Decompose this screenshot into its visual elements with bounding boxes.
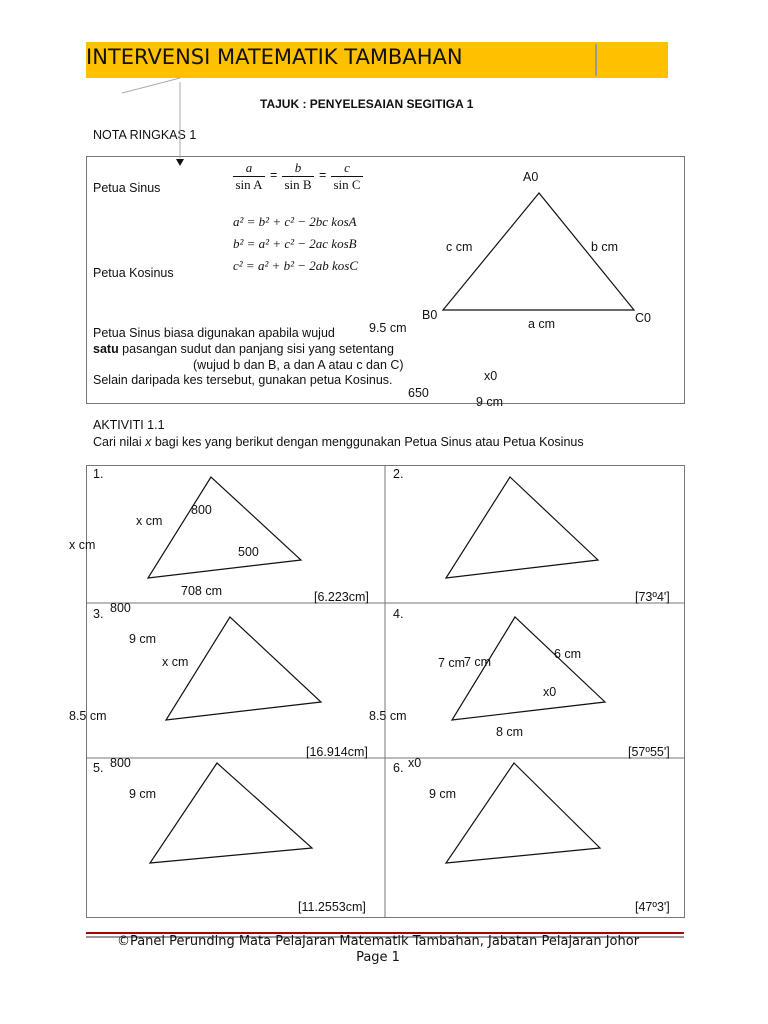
problem-label: x0 bbox=[408, 756, 422, 770]
problem-number: 1. bbox=[93, 467, 104, 481]
triangle-5 bbox=[150, 763, 312, 863]
sine-fraction-b: $\frac{b}{\text{sin B}}$ bbox=[282, 160, 314, 193]
problem-number: 4. bbox=[393, 607, 404, 621]
notes-heading: NOTA RINGKAS 1 bbox=[93, 128, 197, 142]
problem-number: 3. bbox=[93, 607, 104, 621]
sine-fraction-a: $\frac{a}{\text{sin A}}$ bbox=[233, 160, 265, 193]
stray-label: x0 bbox=[484, 369, 498, 383]
cosine-formula-b: b² = a² + c² − 2ac kosB bbox=[233, 236, 357, 251]
footer-copyright: ©Panel Perunding Mata Pelajaran Matematik Tambahan, Jabatan Pelajaran Johor bbox=[116, 934, 640, 949]
problem-label: 7 cm bbox=[464, 655, 492, 669]
problem-number: 2. bbox=[393, 467, 404, 481]
problem-label: 7 cm bbox=[438, 656, 466, 670]
side-label-c: c cm bbox=[446, 240, 473, 254]
footer-page-number: Page 1 bbox=[356, 950, 400, 965]
triangle-1 bbox=[148, 477, 301, 578]
problem-label: 9 cm bbox=[129, 787, 157, 801]
problem-answer: [47º3'] bbox=[635, 900, 670, 914]
problem-label: 800 bbox=[191, 503, 212, 517]
problem-label: x cm bbox=[136, 514, 163, 528]
reference-triangle bbox=[443, 193, 634, 310]
cosine-formula-c: c² = a² + b² − 2ab kosC bbox=[233, 258, 359, 273]
problem-label: 500 bbox=[238, 545, 259, 559]
stray-label: 9.5 cm bbox=[369, 321, 407, 335]
vertex-label-b: B0 bbox=[422, 308, 438, 322]
activity-instruction: Cari nilai x bagi kes yang berikut dengan menggunakan Petua Sinus atau Petua Kosinus bbox=[93, 435, 584, 449]
equals-sign: = bbox=[319, 168, 327, 182]
side-label-b: b cm bbox=[591, 240, 619, 254]
triangle-3 bbox=[166, 617, 321, 720]
note-line-3: (wujud b dan B, a dan A atau c dan C) bbox=[193, 358, 404, 372]
cosine-formula-a: a² = b² + c² − 2bc kosA bbox=[233, 214, 357, 229]
sine-fraction-c: $\frac{c}{\text{sin C}}$ bbox=[331, 160, 363, 193]
sine-rule-label: Petua Sinus bbox=[93, 181, 161, 195]
problem-label: 8.5 cm bbox=[69, 709, 107, 723]
problem-answer: [6.223cm] bbox=[314, 590, 369, 604]
arrow-down-icon bbox=[176, 159, 184, 166]
problem-label: 9 cm bbox=[429, 787, 457, 801]
problem-label: 8.5 cm bbox=[369, 709, 407, 723]
stray-label: 650 bbox=[408, 386, 429, 400]
vertex-label-a: A0 bbox=[523, 170, 539, 184]
problem-label: 800 bbox=[110, 756, 131, 770]
problem-label: x cm bbox=[69, 538, 96, 552]
problem-answer: [16.914cm] bbox=[306, 745, 368, 759]
topic-title: TAJUK : PENYELESAIAN SEGITIGA 1 bbox=[260, 97, 474, 111]
problem-answer: [11.2553cm] bbox=[298, 900, 366, 914]
problem-label: 708 cm bbox=[181, 584, 222, 598]
problem-answer: [57º55'] bbox=[628, 745, 670, 759]
problem-number: 5. bbox=[93, 761, 104, 775]
note-line-4: Selain daripada kes tersebut, gunakan petua Kosinus. bbox=[93, 373, 393, 387]
triangle-6 bbox=[446, 763, 600, 863]
problem-label: 8 cm bbox=[496, 725, 524, 739]
note-line-1: Petua Sinus biasa digunakan apabila wujud bbox=[93, 326, 335, 340]
problem-label: x cm bbox=[162, 655, 189, 669]
connector-line bbox=[122, 78, 180, 93]
problem-label: 9 cm bbox=[129, 632, 157, 646]
cosine-rule-label: Petua Kosinus bbox=[93, 266, 174, 280]
problem-label: x0 bbox=[543, 685, 557, 699]
activity-heading: AKTIVITI 1.1 bbox=[93, 418, 165, 432]
vertex-label-c: C0 bbox=[635, 311, 651, 325]
problem-label: 6 cm bbox=[554, 647, 582, 661]
problem-label: 800 bbox=[110, 601, 131, 615]
side-label-a: a cm bbox=[528, 317, 556, 331]
note-line-2: satu pasangan sudut dan panjang sisi yang setentang bbox=[93, 342, 394, 356]
page-title: INTERVENSI MATEMATIK TAMBAHAN bbox=[86, 45, 463, 69]
problem-answer: [73º4'] bbox=[635, 590, 670, 604]
stray-label: 9 cm bbox=[476, 395, 504, 409]
problem-number: 6. bbox=[393, 761, 404, 775]
equals-sign: = bbox=[270, 168, 278, 182]
triangle-2 bbox=[446, 477, 598, 578]
